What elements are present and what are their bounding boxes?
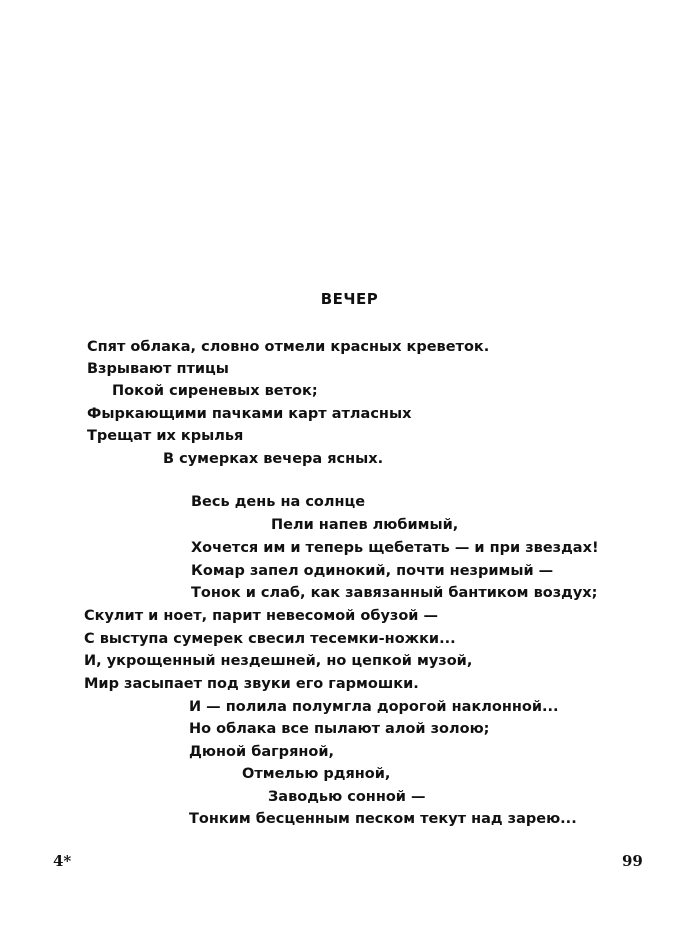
- poem-line: Спят облака, словно отмели красных креветок.: [87, 339, 490, 355]
- poem-line: Заводью сонной —: [268, 789, 426, 805]
- poem-line: Покой сиреневых веток;: [112, 383, 318, 399]
- poem-line: И, укрощенный нездешней, но цепкой музой,: [84, 653, 473, 669]
- poem-line: В сумерках вечера ясных.: [163, 451, 384, 467]
- poem-line: Хочется им и теперь щебетать — и при звездах!: [191, 540, 599, 556]
- poem-line: Взрывают птицы: [87, 361, 229, 377]
- poem-line: С выступа сумерек свесил тесемки-ножки...: [84, 631, 456, 647]
- poem-title: ВЕЧЕР: [320, 290, 379, 308]
- poem-line: И — полила полумгла дорогой наклонной...: [189, 699, 559, 715]
- poem-line: Тонким бесценным песком текут над зарею...: [189, 811, 577, 827]
- poem-line: Скулит и ноет, парит невесомой обузой —: [84, 608, 439, 624]
- signature-mark: 4*: [53, 852, 72, 870]
- poem-line: Тонок и слаб, как завязанный бантиком воздух;: [191, 585, 598, 601]
- page-number: 99: [622, 852, 643, 870]
- poem-line: Фыркающими пачками карт атласных: [87, 406, 412, 422]
- poem-line: Дюной багряной,: [189, 744, 335, 760]
- poem-line: Весь день на солнце: [191, 494, 366, 510]
- poem-line: Но облака все пылают алой золою;: [189, 721, 490, 737]
- poem-line: Комар запел одинокий, почти незримый —: [191, 563, 554, 579]
- poem-line: Отмелью рдяной,: [242, 766, 391, 782]
- poem-line: Трещат их крылья: [87, 428, 244, 444]
- poem-line: Пели напев любимый,: [271, 517, 459, 533]
- poem-line: Мир засыпает под звуки его гармошки.: [84, 676, 419, 692]
